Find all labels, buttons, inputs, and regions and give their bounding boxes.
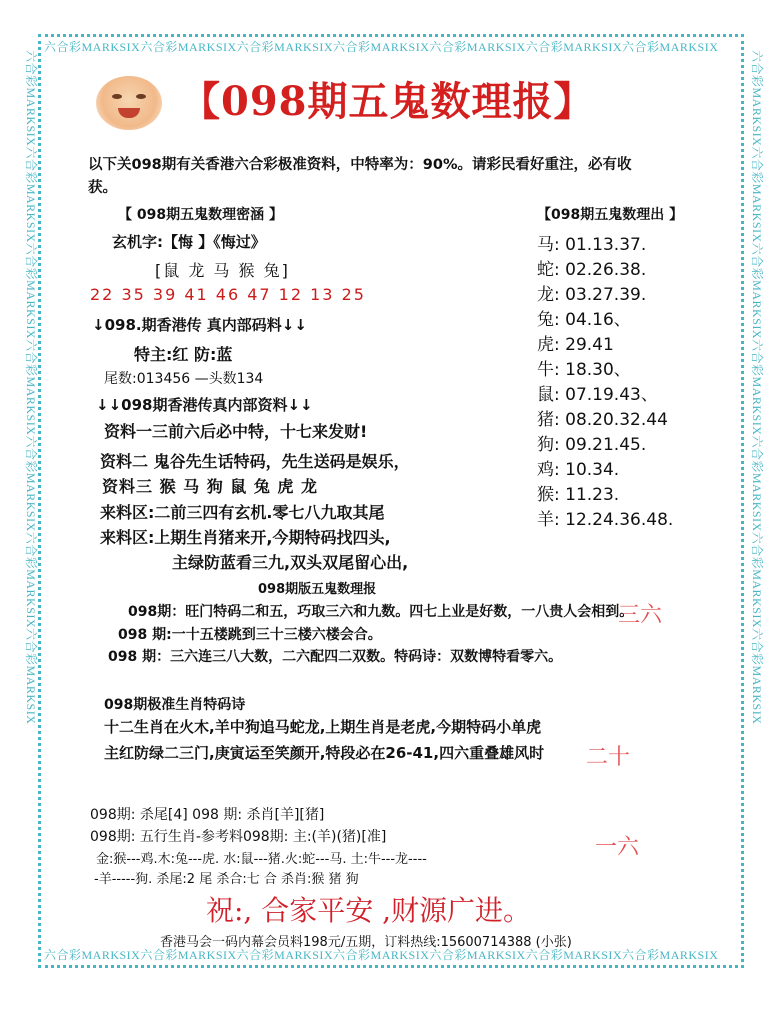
kill-line-1: 098期: 杀尾[4] 098 期: 杀肖[羊][猪] [90, 807, 325, 823]
poem-line-1: 十二生肖在火木,羊中狗追马蛇龙,上期生肖是老虎,今期特码小单虎 [104, 718, 542, 736]
border-pattern-bottom: 六合彩MARKSIX六合彩MARKSIX六合彩MARKSIX六合彩MARKSIX六合彩MARKSIX六合彩MARKSIX六合彩MARKSIX [44, 948, 719, 962]
tail-head-numbers: 尾数:013456 —头数134 [104, 371, 264, 387]
table-row: 马: 01.13.37. [537, 235, 647, 255]
table-row: 鼠: 07.19.43、 [537, 385, 658, 405]
table-row: 兔: 04.16、 [537, 310, 631, 330]
special-colors: 特主:红 防:蓝 [134, 345, 233, 364]
blessing-text: 祝:, 合家平安 ,财源广进。 [206, 894, 532, 927]
info-2: 资料二 鬼谷先生话特码，先生送码是娱乐， [100, 452, 410, 471]
left-heading: 【 098期五鬼数理密涵 】 [118, 207, 283, 223]
intro-line-2: 获。 [88, 180, 117, 196]
table-row: 虎: 29.41 [537, 335, 614, 355]
xuanji-text: 玄机字:【悔 】《悔过》 [112, 233, 266, 251]
page-title: 【098期五鬼数理报】 [180, 78, 595, 125]
red-stamp-1: 三六 [618, 603, 663, 628]
table-row: 猴: 11.23. [537, 485, 620, 505]
lucky-numbers: 22 35 39 41 46 47 12 13 25 [90, 285, 366, 304]
paragraph-1: 098期：旺门特码二和五，巧取三六和九数。四七上业是好数，一八贵人会相到。 [128, 604, 634, 620]
table-row: 狗: 09.21.45. [537, 435, 647, 455]
paragraph-2: 098 期:一十五楼跳到三十三楼六楼会合。 [118, 627, 382, 643]
wuxing-line-1: 金:猴---鸡.木:兔---虎. 水:鼠---猪.火:蛇---马. 土:牛---龙---- [96, 852, 427, 867]
source-1: 来料区:二前三四有玄机.零七八九取其尾 [100, 503, 385, 522]
kill-line-2: 098期: 五行生肖-参考料098期: 主:(羊)(猪)[准] [90, 829, 387, 845]
source-2: 来料区:上期生肖猪来开,今期特码找四头, [100, 528, 391, 547]
poem-heading: 098期极准生肖特码诗 [104, 697, 246, 713]
insider-heading-1: ↓098.期香港传 真内部码料↓↓ [92, 316, 307, 334]
footer-contact: 香港马会一码内幕会员料198元/五期，订料热线:15600714388 (小张) [160, 935, 572, 950]
table-row: 龙: 03.27.39. [537, 285, 647, 305]
table-row: 牛: 18.30、 [537, 360, 631, 380]
table-row: 羊: 12.24.36.48. [537, 510, 674, 530]
border-pattern-left: 六合彩MARKSIX六合彩MARKSIX六合彩MARKSIX六合彩MARKSIX六合彩MARKSIX六合彩MARKSIX六合彩MARKSIX [24, 50, 38, 725]
mascot-face-icon [96, 76, 162, 130]
border-pattern-right: 六合彩MARKSIX六合彩MARKSIX六合彩MARKSIX六合彩MARKSIX六合彩MARKSIX六合彩MARKSIX六合彩MARKSIX [750, 50, 764, 725]
table-row: 猪: 08.20.32.44 [537, 410, 668, 430]
wuxing-line-2: -羊-----狗. 杀尾:2 尾 杀合:七 合 杀肖:猴 猪 狗 [94, 872, 359, 887]
table-row: 蛇: 02.26.38. [537, 260, 647, 280]
zodiac-list: [鼠 龙 马 猴 兔] [155, 261, 290, 280]
intro-line-1: 以下关098期有关香港六合彩极准资料，中特率为：90%。请彩民看好重注，必有收 [88, 157, 632, 173]
source-3: 主绿防蓝看三九,双头双尾留心出, [172, 553, 409, 572]
right-heading: 【098期五鬼数理出 】 [537, 207, 684, 223]
insider-heading-2: ↓↓098期香港传真内部资料↓↓ [96, 396, 313, 414]
sub-heading: 098期版五鬼数理报 [258, 582, 377, 597]
paragraph-3: 098 期：三六连三八大数，二六配四二双数。特码诗：双数博特看零六。 [108, 649, 563, 665]
info-1: 资料一三前六后必中特，十七来发财! [104, 422, 368, 441]
info-3: 资料三 猴 马 狗 鼠 兔 虎 龙 [102, 477, 318, 496]
poem-line-2: 主红防绿二三门,庚寅运至笑颜开,特段必在26-41,四六重叠雄风时 [104, 744, 545, 762]
red-stamp-2: 二十 [586, 745, 631, 770]
red-stamp-3: 一六 [595, 835, 640, 860]
table-row: 鸡: 10.34. [537, 460, 620, 480]
border-pattern-top: 六合彩MARKSIX六合彩MARKSIX六合彩MARKSIX六合彩MARKSIX六合彩MARKSIX六合彩MARKSIX六合彩MARKSIX [44, 40, 719, 54]
